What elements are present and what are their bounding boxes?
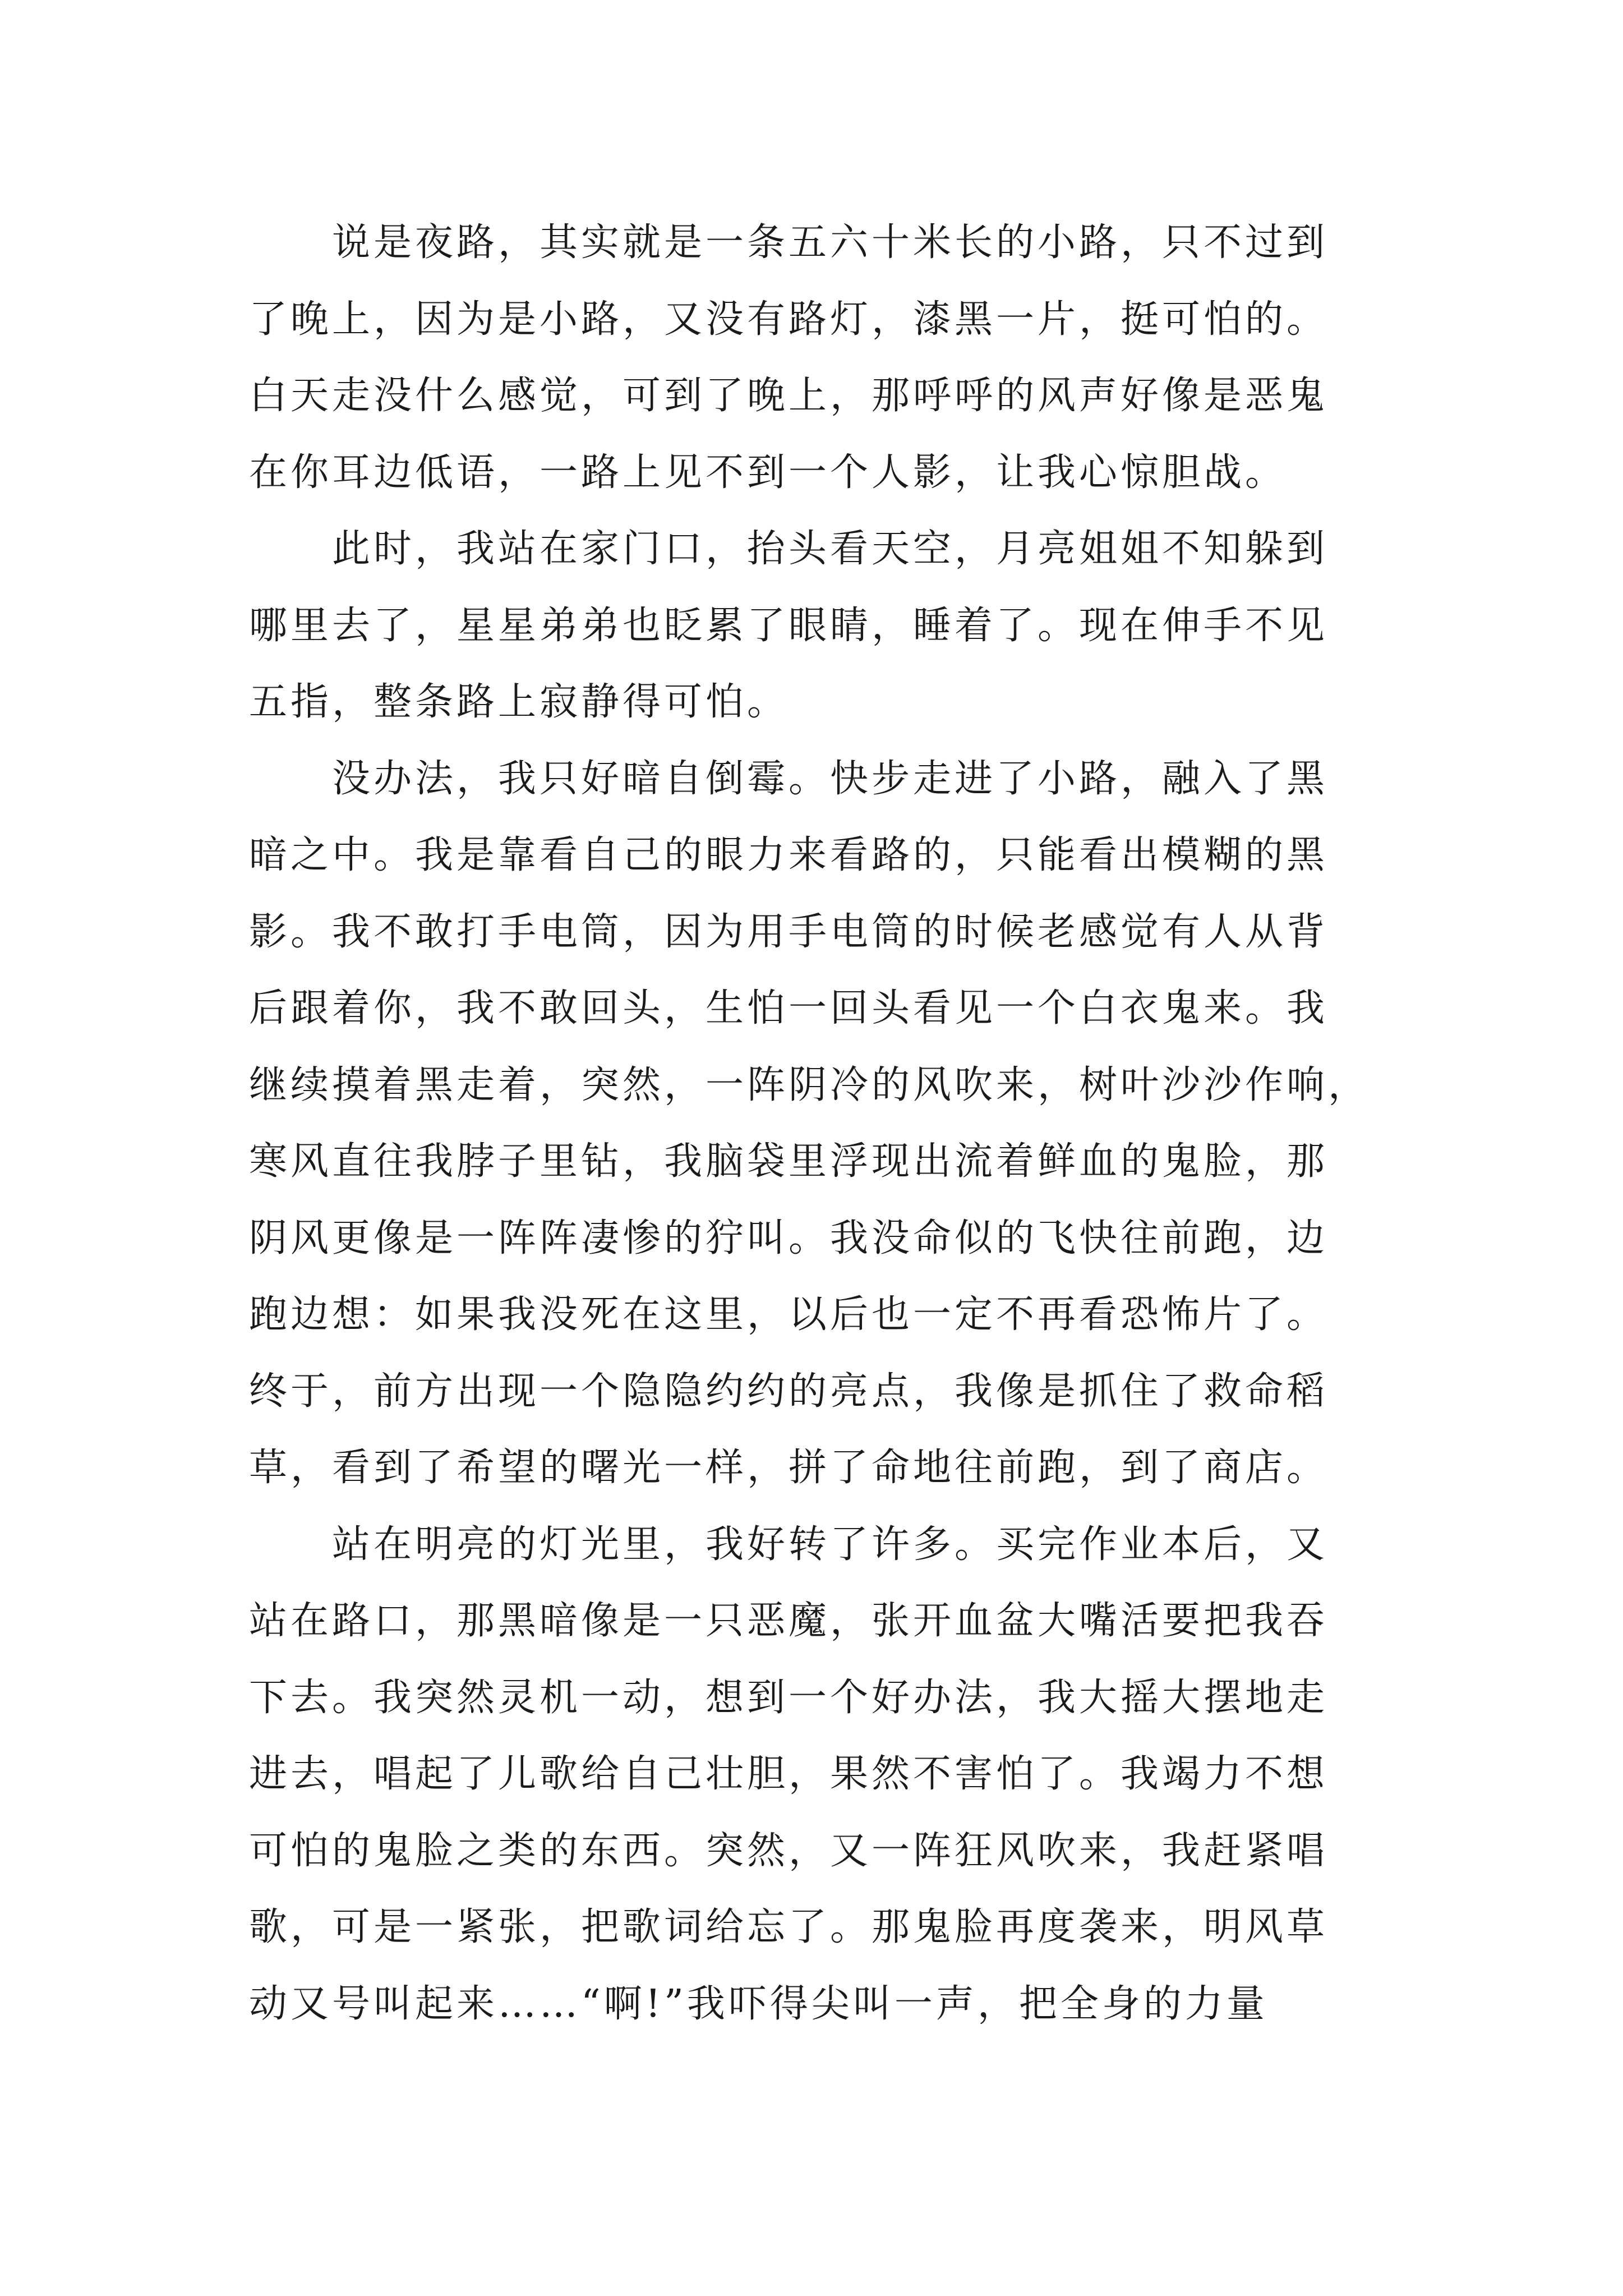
body-text	[249, 205, 1376, 2042]
text-line: 没办法，我只好暗自倒霉。快步走进了小路，融入了黑	[332, 756, 1329, 801]
text-line: 了晚上，因为是小路，又没有路灯，漆黑一片，挺可怕的。	[249, 297, 1329, 342]
text-line: 后跟着你，我不敢回头，生怕一回头看见一个白衣鬼来。我	[249, 986, 1329, 1030]
text-line: 站在路口，那黑暗像是一只恶魔，张开血盆大嘴活要把我吞	[249, 1599, 1329, 1643]
text-line: 动又号叫起来……“啊!”我吓得尖叫一声，把全身的力量	[249, 1981, 1268, 2026]
text-line: 寒风直往我脖子里钻，我脑袋里浮现出流着鲜血的鬼脸，那	[249, 1139, 1329, 1184]
text-line: 站在明亮的灯光里，我好转了许多。买完作业本后，又	[332, 1522, 1329, 1567]
text-line: 说是夜路，其实就是一条五六十米长的小路，只不过到	[332, 220, 1329, 265]
text-line: 可怕的鬼脸之类的东西。突然，又一阵狂风吹来，我赶紧唱	[249, 1828, 1329, 1873]
text-line: 五指，整条路上寂静得可怕。	[249, 680, 789, 724]
text-line: 在你耳边低语，一路上见不到一个人影，让我心惊胆战。	[249, 450, 1287, 495]
text-line: 草，看到了希望的曙光一样，拼了命地往前跑，到了商店。	[249, 1446, 1329, 1490]
text-line: 歌，可是一紧张，把歌词给忘了。那鬼脸再度袭来，明风草	[249, 1905, 1329, 1949]
text-line: 此时，我站在家门口，抬头看天空，月亮姐姐不知躲到	[332, 527, 1329, 571]
text-line: 阴风更像是一阵阵凄惨的狞叫。我没命似的飞快往前跑，边	[249, 1216, 1329, 1260]
text-line: 跑边想：如果我没死在这里，以后也一定不再看恐怖片了。	[249, 1292, 1329, 1337]
text-line: 继续摸着黑走着，突然，一阵阴冷的风吹来，树叶沙沙作响，	[249, 1062, 1370, 1107]
text-line: 下去。我突然灵机一动，想到一个好办法，我大摇大摆地走	[249, 1675, 1329, 1720]
text-line: 哪里去了，星星弟弟也眨累了眼睛，睡着了。现在伸手不见	[249, 603, 1329, 648]
text-line: 影。我不敢打手电筒，因为用手电筒的时候老感觉有人从背	[249, 909, 1329, 954]
text-line: 进去，唱起了儿歌给自己壮胆，果然不害怕了。我竭力不想	[249, 1752, 1329, 1796]
text-line: 白天走没什么感觉，可到了晚上，那呼呼的风声好像是恶鬼	[249, 374, 1329, 418]
text-line: 暗之中。我是靠看自己的眼力来看路的，只能看出模糊的黑	[249, 833, 1329, 877]
text-line: 终于，前方出现一个隐隐约约的亮点，我像是抓住了救命稻	[249, 1369, 1329, 1414]
